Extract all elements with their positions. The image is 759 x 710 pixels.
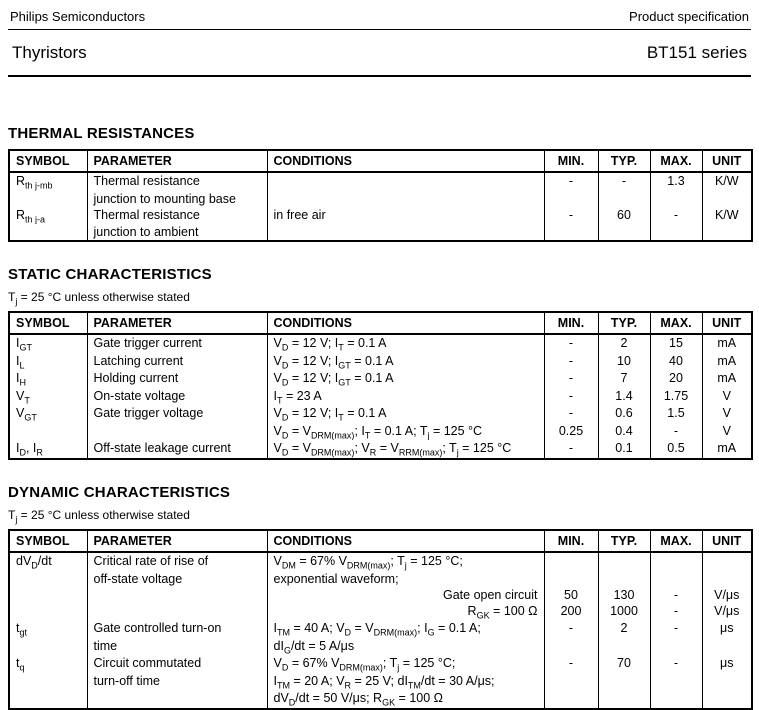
max-cell: 40 [650,353,702,371]
conditions-cell: $I_T = 23$ A [267,388,544,406]
typ-cell: 2 [598,334,650,353]
unit-cell: μs [702,655,752,673]
conditions-cell: $V_D = V_{DRM(max)}$; $I_T = 0.1$ A; $T_j = 125$ °C [267,423,544,441]
table-row [9,207,752,225]
section-note: $T_j = 25$ °C unless otherwise stated [8,507,190,525]
min-cell [544,552,598,571]
conditions-cell: $dV_D/dt = 50$ V/μs; $R_{GK} = 100$ Ω [267,690,544,709]
datasheet-page [8,6,751,710]
max-cell [650,552,702,571]
conditions-cell: $V_D = 12$ V; $I_T = 0.1$ A [267,405,544,423]
unit-cell: mA [702,370,752,388]
conditions-cell: $dI_G/dt = 5$ A/μs [267,638,544,656]
table-row [9,690,752,709]
parameter-cell: Gate controlled turn-on [87,620,267,638]
column-header-parameter: PARAMETER [87,530,267,552]
parameter-cell: Gate trigger voltage [87,405,267,423]
unit-cell: V [702,405,752,423]
column-header-symbol: SYMBOL [9,312,87,334]
min-cell: 200 [544,603,598,621]
unit-cell: V [702,388,752,406]
column-header-max: MAX. [650,530,702,552]
typ-cell: 0.6 [598,405,650,423]
min-cell [544,673,598,691]
min-cell [544,638,598,656]
doc-title: Thyristors [12,43,87,62]
min-cell [544,571,598,587]
unit-cell: μs [702,620,752,638]
parameter-cell: Critical rate of rise of [87,552,267,571]
thermal-resistances-table [8,149,753,242]
parameter-cell: Latching current [87,353,267,371]
page-header [8,6,751,30]
column-header-max: MAX. [650,150,702,172]
column-header-conditions: CONDITIONS [267,312,544,334]
typ-cell [598,191,650,207]
conditions-cell: $V_D = 12$ V; $I_T = 0.1$ A [267,334,544,353]
table-row [9,224,752,241]
unit-cell: V/μs [702,603,752,621]
symbol-cell: $R_{th j-a}$ [9,207,87,225]
typ-cell: 1.4 [598,388,650,406]
typ-cell: 0.4 [598,423,650,441]
column-header-parameter: PARAMETER [87,312,267,334]
typ-cell [598,571,650,587]
min-cell [544,224,598,241]
column-header-unit: UNIT [702,530,752,552]
symbol-cell [9,603,87,621]
section-title: STATIC CHARACTERISTICS [8,266,212,283]
unit-cell [702,638,752,656]
max-cell: 1.75 [650,388,702,406]
max-cell: - [650,620,702,638]
max-cell [650,224,702,241]
parameter-cell [87,690,267,709]
section-title: THERMAL RESISTANCES [8,125,195,142]
min-cell: 0.25 [544,423,598,441]
min-cell: - [544,172,598,191]
table-row [9,638,752,656]
parameter-cell: junction to ambient [87,224,267,241]
symbol-cell: $I_D$, $I_R$ [9,440,87,459]
min-cell: - [544,388,598,406]
conditions-cell [267,224,544,241]
typ-cell: 1000 [598,603,650,621]
min-cell [544,690,598,709]
table-row [9,673,752,691]
column-header-conditions: CONDITIONS [267,150,544,172]
max-cell: - [650,207,702,225]
min-cell: - [544,370,598,388]
conditions-cell: $V_D = 12$ V; $I_{GT} = 0.1$ A [267,370,544,388]
max-cell [650,638,702,656]
section-title: DYNAMIC CHARACTERISTICS [8,483,231,501]
typ-cell [598,638,650,656]
section-static-characteristics [8,266,751,460]
parameter-cell [87,603,267,621]
table-row [9,353,752,371]
symbol-cell [9,690,87,709]
min-cell: - [544,440,598,459]
parameter-cell: junction to mounting base [87,191,267,207]
table-header-row [9,530,752,552]
symbol-cell [9,638,87,656]
table-header-row [9,150,752,172]
parameter-cell: Holding current [87,370,267,388]
min-cell: - [544,353,598,371]
header-company: Philips Semiconductors [10,9,146,24]
parameter-cell: off-state voltage [87,571,267,587]
table-row [9,620,752,638]
parameter-cell: Thermal resistance [87,207,267,225]
unit-cell [702,690,752,709]
static-characteristics-table [8,311,753,460]
symbol-cell [9,423,87,441]
unit-cell: K/W [702,207,752,225]
conditions-cell: $I_{TM} = 20$ A; $V_R = 25$ V; $dI_{TM}/dt = 30$ A/μs; [267,673,544,691]
parameter-cell: time [87,638,267,656]
parameter-cell: turn-off time [87,673,267,691]
typ-cell: 7 [598,370,650,388]
min-cell: - [544,405,598,423]
typ-cell [598,224,650,241]
typ-cell: 70 [598,655,650,673]
parameter-cell [87,423,267,441]
max-cell: - [650,603,702,621]
conditions-cell: in free air [267,207,544,225]
conditions-cell: $V_{DM} = 67\%$ $V_{DRM(max)}$; $T_j = 125$ °C; [267,552,544,571]
unit-cell [702,191,752,207]
table-row [9,552,752,571]
conditions-cell: $V_D = V_{DRM(max)}$; $V_R = V_{RRM(max)}$; $T_j = 125$ °C [267,440,544,459]
column-header-symbol: SYMBOL [9,530,87,552]
conditions-cell: exponential waveform; [267,571,544,587]
typ-cell: 130 [598,587,650,603]
typ-cell: 2 [598,620,650,638]
symbol-cell: $dV_D/dt$ [9,552,87,571]
column-header-max: MAX. [650,312,702,334]
dynamic-characteristics-table [8,529,753,710]
symbol-cell: $I_H$ [9,370,87,388]
title-row [8,30,751,77]
symbol-cell [9,224,87,241]
max-cell: 20 [650,370,702,388]
column-header-unit: UNIT [702,312,752,334]
parameter-cell: Circuit commutated [87,655,267,673]
unit-cell [702,571,752,587]
conditions-cell: $I_{TM} = 40$ A; $V_D = V_{DRM(max)}$; $I_G = 0.1$ A; [267,620,544,638]
conditions-cell [267,172,544,191]
unit-cell: mA [702,353,752,371]
section-thermal-resistances [8,125,751,242]
parameter-cell: On-state voltage [87,388,267,406]
section-dynamic-characteristics [8,484,751,710]
typ-cell [598,673,650,691]
symbol-cell: $I_{GT}$ [9,334,87,353]
unit-cell [702,552,752,571]
table-header-row [9,312,752,334]
typ-cell: 60 [598,207,650,225]
column-header-typ: TYP. [598,312,650,334]
column-header-unit: UNIT [702,150,752,172]
column-header-min: MIN. [544,530,598,552]
column-header-typ: TYP. [598,530,650,552]
max-cell: - [650,587,702,603]
table-row [9,388,752,406]
table-row [9,370,752,388]
typ-cell [598,690,650,709]
typ-cell: - [598,172,650,191]
table-row [9,423,752,441]
column-header-symbol: SYMBOL [9,150,87,172]
max-cell: 1.5 [650,405,702,423]
typ-cell: 0.1 [598,440,650,459]
max-cell: - [650,655,702,673]
symbol-cell [9,587,87,603]
max-cell: 0.5 [650,440,702,459]
unit-cell [702,224,752,241]
max-cell [650,690,702,709]
table-row [9,603,752,621]
min-cell [544,191,598,207]
parameter-cell [87,587,267,603]
min-cell: - [544,207,598,225]
symbol-cell: $V_T$ [9,388,87,406]
doc-series: BT151 series [646,43,747,62]
table-row [9,440,752,459]
unit-cell: V/μs [702,587,752,603]
symbol-cell: $I_L$ [9,353,87,371]
unit-cell [702,673,752,691]
max-cell: - [650,423,702,441]
typ-cell: 10 [598,353,650,371]
symbol-cell: $R_{th j-mb}$ [9,172,87,191]
parameter-cell: Off-state leakage current [87,440,267,459]
unit-cell: K/W [702,172,752,191]
parameter-cell: Gate trigger current [87,334,267,353]
conditions-cell: $V_D = 12$ V; $I_{GT} = 0.1$ A [267,353,544,371]
conditions-cell: Gate open circuit [267,587,544,603]
section-note: $T_j = 25$ °C unless otherwise stated [8,290,190,307]
min-cell: - [544,655,598,673]
table-row [9,334,752,353]
max-cell: 1.3 [650,172,702,191]
column-header-typ: TYP. [598,150,650,172]
min-cell: - [544,334,598,353]
max-cell: 15 [650,334,702,353]
unit-cell: mA [702,440,752,459]
symbol-cell [9,673,87,691]
symbol-cell [9,191,87,207]
max-cell [650,191,702,207]
unit-cell: mA [702,334,752,353]
unit-cell: V [702,423,752,441]
symbol-cell: $t_{gt}$ [9,620,87,638]
conditions-cell: $R_{GK} = 100$ Ω [267,603,544,621]
table-row [9,191,752,207]
conditions-cell: $V_D = 67\%$ $V_{DRM(max)}$; $T_j = 125$ °C; [267,655,544,673]
column-header-min: MIN. [544,312,598,334]
parameter-cell: Thermal resistance [87,172,267,191]
min-cell: - [544,620,598,638]
max-cell [650,673,702,691]
conditions-cell [267,191,544,207]
symbol-cell: $t_q$ [9,655,87,673]
header-doc-type: Product specification [629,9,749,24]
table-row [9,405,752,423]
column-header-parameter: PARAMETER [87,150,267,172]
table-row [9,172,752,191]
typ-cell [598,552,650,571]
max-cell [650,571,702,587]
column-header-conditions: CONDITIONS [267,530,544,552]
column-header-min: MIN. [544,150,598,172]
table-row [9,587,752,603]
table-row [9,571,752,587]
min-cell: 50 [544,587,598,603]
table-row [9,655,752,673]
symbol-cell: $V_{GT}$ [9,405,87,423]
symbol-cell [9,571,87,587]
